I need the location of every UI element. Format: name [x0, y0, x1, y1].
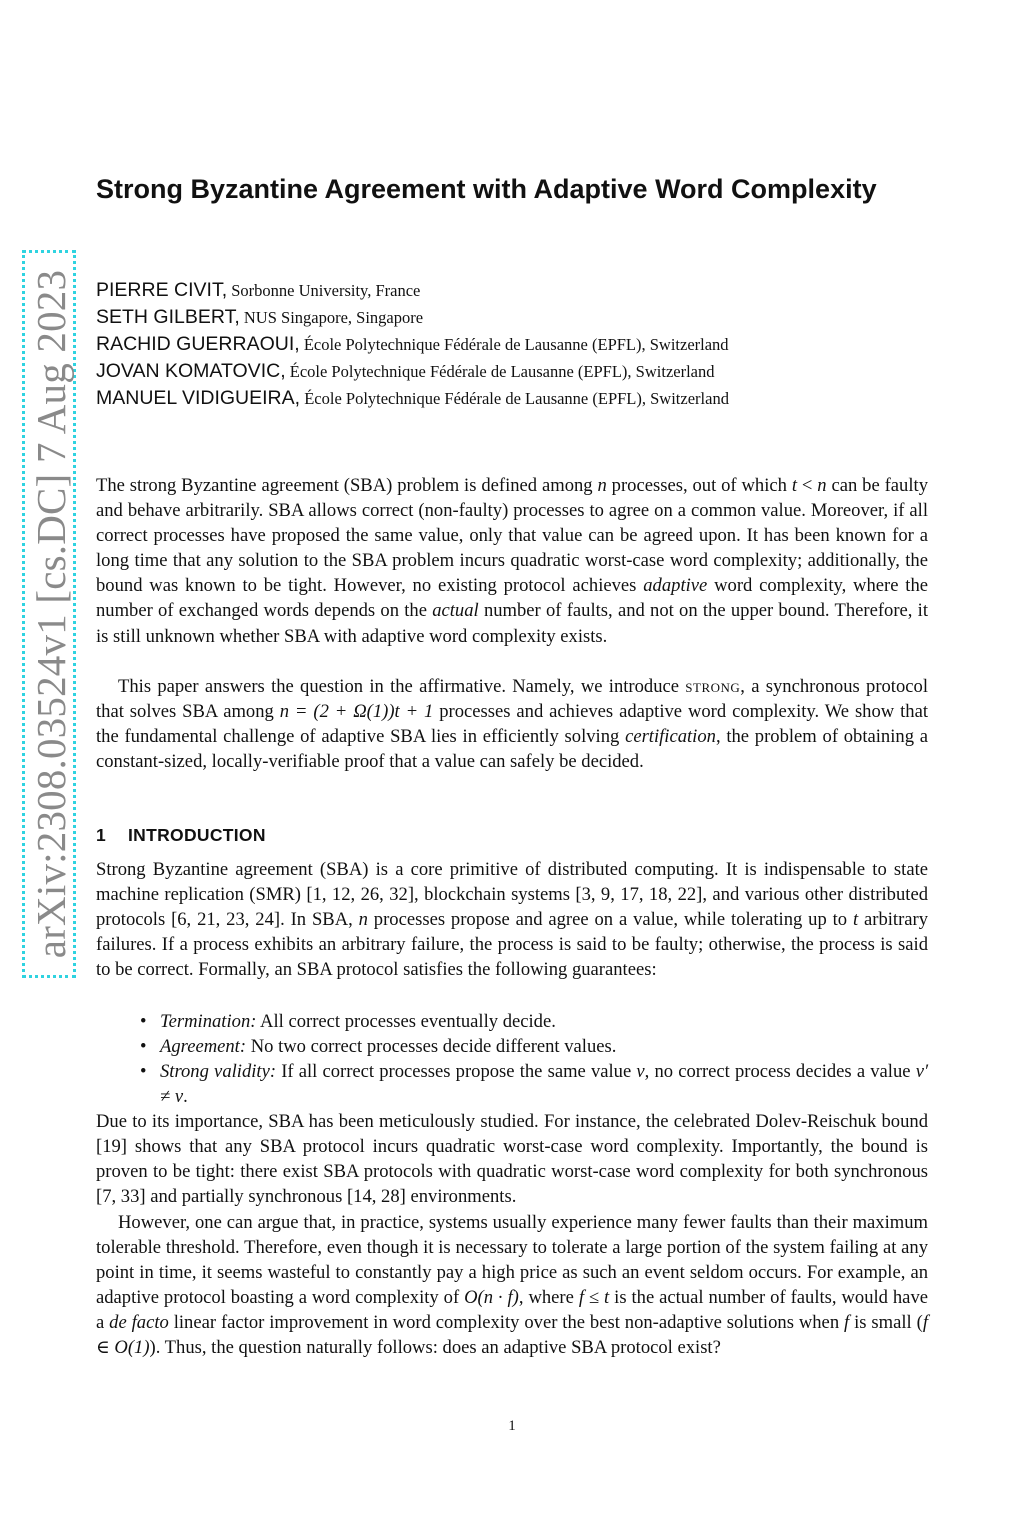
author-affiliation: Sorbonne University, France — [227, 281, 421, 300]
text-run: number of faults, and not on the upper bound. Therefore, it is still unknown whether SBA with adaptive word complexity exists. — [96, 600, 928, 647]
math-var: n — [817, 475, 827, 496]
text-run: linear factor improvement in word complexity over the best non-adaptive solutions when — [168, 1312, 845, 1334]
author-entry — [96, 385, 936, 412]
bullet-icon: • — [140, 1061, 147, 1083]
bullet-icon: • — [140, 1036, 147, 1058]
text-run: This paper answers the question in the affirmative. Namely, we introduce — [118, 676, 686, 697]
emphasis: certification — [625, 726, 716, 748]
list-text: No two correct processes decide different values. — [246, 1036, 617, 1058]
text-run: arbitrary failures. If a process exhibits an arbitrary failure, the process is said to be faulty; otherwise, the process is said to be correct. Formally, an SBA protocol satisfies the following guarantees: — [96, 909, 928, 981]
author-name: MANUEL VIDIGUEIRA, — [96, 387, 301, 409]
list-term: Termination: — [160, 1011, 257, 1032]
author-affiliation: École Polytechnique Fédérale de Lausanne (EPFL), Switzerland — [299, 335, 729, 354]
author-entry — [96, 358, 936, 385]
list-text: , no correct process decides a value — [644, 1061, 916, 1083]
abstract-paragraph-1 — [96, 473, 928, 649]
author-entry — [96, 304, 936, 331]
intro-paragraph-1 — [96, 857, 928, 982]
text-run: , the problem of obtaining a constant-sized, locally-verifiable proof that a value can safely be decided. — [96, 726, 928, 773]
arxiv-identifier[interactable]: arXiv:2308.03524v1 [cs.DC] 7 Aug 2023 — [28, 269, 74, 959]
page-number: 1 — [508, 1418, 516, 1434]
author-entry — [96, 331, 936, 358]
text-run: ). Thus, the question naturally follows: does an adaptive SBA protocol exist? — [149, 1337, 721, 1359]
author-list — [96, 277, 936, 412]
list-text: . — [183, 1086, 188, 1108]
text-run: processes propose and agree on a value, while tolerating up to — [367, 909, 853, 931]
list-item — [96, 1034, 928, 1059]
emphasis: de facto — [109, 1312, 169, 1334]
list-text: If all correct processes propose the same value — [276, 1061, 637, 1083]
list-term: Agreement: — [160, 1036, 247, 1058]
author-affiliation: NUS Singapore, Singapore — [239, 308, 424, 327]
math-formula: n = (2 + Ω(1))t + 1 — [279, 701, 434, 723]
math-var: v — [636, 1061, 645, 1083]
author-affiliation: École Polytechnique Fédérale de Lausanne (EPFL), Switzerland — [285, 362, 715, 381]
section-number: 1 — [96, 825, 107, 845]
list-item — [96, 1009, 928, 1034]
text-run: , where — [518, 1287, 579, 1309]
text-run: is the actual number of faults, would have a — [96, 1287, 928, 1334]
list-term: Strong validity: — [160, 1061, 277, 1083]
text-run: is small ( — [849, 1312, 923, 1334]
math-var: f — [844, 1312, 850, 1334]
emphasis: adaptive — [643, 575, 708, 597]
text-run: However, one can argue that, in practice, systems usually experience many fewer faults than their maximum tolerable threshold. Therefore, even though it is necessary to tolerate a large portion of the system failing at any point in time, it seems wasteful to constantly pay a high price as such an event seldom occurs. For example, an adaptive protocol boasting a word complexity of — [96, 1212, 928, 1309]
list-text: All correct processes eventually decide. — [256, 1011, 556, 1032]
text-run: processes, out of which — [606, 475, 792, 496]
section-title: INTRODUCTION — [128, 825, 266, 845]
text-run: < — [797, 475, 818, 496]
bullet-icon: • — [140, 1011, 147, 1032]
author-name: RACHID GUERRAOUI, — [96, 333, 300, 355]
text-run: can be faulty and behave arbitrarily. SBA allows correct (non-faulty) processes to agree on a common value. Moreover, if all correct processes have proposed the same value, only that value can be agreed upon. It has been known for a long time that any solution to the SBA problem incurs quadratic worst-case word complexity; additionally, the bound was known to be tight. However, no existing protocol achieves — [96, 475, 928, 597]
text-run: Strong Byzantine agreement (SBA) is a core primitive of distributed computing. It is indispensable to state machine replication (SMR) [1, 12, 26, 32], blockchain systems [3, 9, 17, 18, 22], and various other distributed protocols [6, 21, 23, 24]. In SBA, — [96, 859, 928, 931]
math-formula: v′ ≠ v — [160, 1061, 929, 1108]
section-heading — [96, 825, 266, 846]
protocol-name: strong — [685, 676, 741, 697]
author-entry — [96, 277, 936, 304]
intro-paragraph-2: Due to its importance, SBA has been meticulously studied. For instance, the celebrated Dolev-Reischuk bound [19] shows that any SBA protocol incurs quadratic worst-case word complexity. Importantly, the bound is proven to be tight: there exist SBA protocols with quadratic worst-case word complexity for both synchronous [7, 33] and partially synchronous [14, 28] environments. — [96, 1111, 928, 1208]
list-item — [96, 1059, 928, 1109]
author-name: PIERRE CIVIT, — [96, 279, 228, 301]
author-affiliation: École Polytechnique Fédérale de Lausanne (EPFL), Switzerland — [300, 389, 729, 408]
math-formula: O(n · f) — [464, 1287, 519, 1309]
paper-title: Strong Byzantine Agreement with Adaptive Word Complexity — [96, 174, 877, 204]
math-var: n — [358, 909, 368, 931]
math-formula: f ∈ O(1) — [96, 1312, 928, 1359]
text-run: , a synchronous protocol that solves SBA among — [96, 676, 928, 723]
math-formula: f ≤ t — [578, 1287, 610, 1309]
text-run: word complexity, where the number of exchanged words depends on the — [96, 575, 928, 622]
abstract-paragraph-2 — [96, 674, 928, 774]
text-run: processes and achieves adaptive word complexity. We show that the fundamental challenge of adaptive SBA lies in efficiently solving — [96, 701, 928, 748]
text-run: The strong Byzantine agreement (SBA) problem is defined among — [96, 475, 598, 496]
math-var: n — [597, 475, 607, 496]
math-var: t — [852, 909, 859, 931]
math-var: t — [791, 475, 798, 496]
author-name: JOVAN KOMATOVIC, — [96, 360, 286, 382]
guarantee-list — [96, 1009, 928, 1109]
author-name: SETH GILBERT, — [96, 306, 240, 328]
emphasis: actual — [432, 600, 479, 622]
intro-paragraph-3 — [96, 1210, 928, 1361]
